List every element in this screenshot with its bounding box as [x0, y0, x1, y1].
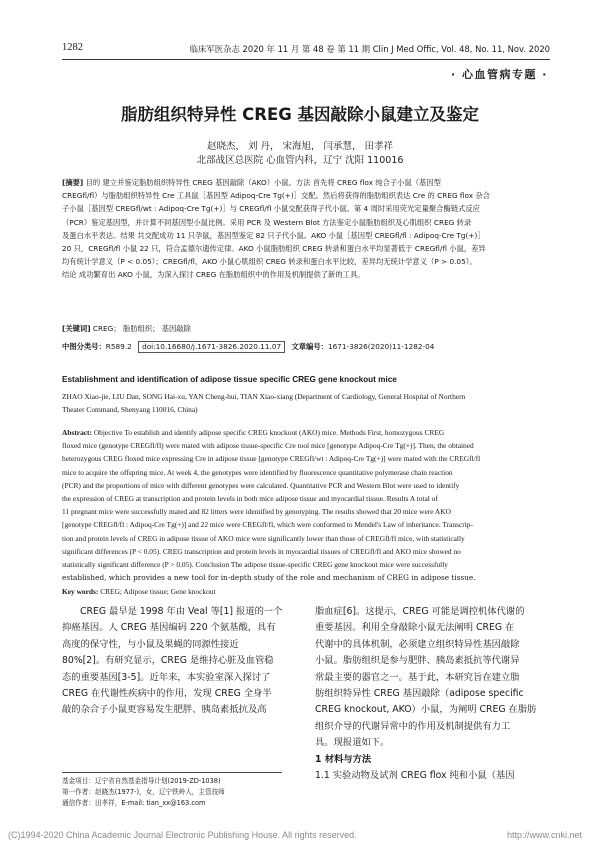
footnote-line: 通信作者：田孝祥，E-mail: tian_xx@163.com: [62, 799, 206, 807]
abstract-cn-line: 结论 成功繁育出 AKO 小鼠，为深入探讨 CREG 在脂肪组织中的作用及机制提供了新的工具。: [62, 270, 365, 280]
abstract-en-last: [62, 571, 550, 584]
body-line: 重要基因。利用全身敲除小鼠无法阐明 CREG 在: [315, 622, 515, 634]
body-column-right: [315, 604, 547, 784]
body-line: 敲的杂合子小鼠更容易发生肥胖、胰岛素抵抗及高: [62, 704, 267, 716]
body-line: CREG 最早是 1998 年由 Veal 等[1] 报道的一个: [80, 606, 283, 617]
authors-cn: 赵晓杰， 刘 丹， 宋海旭， 闫承慧， 田孝祥: [206, 141, 394, 152]
footnote-line: 基金项目：辽宁省自然基金指导计划(2019-ZD-1038): [62, 777, 221, 785]
abstract-en-line: Abstract: Objective To establish and identify adipose specific CREG knockout (AKO) mice. Methods First, homozygous CREG: [62, 428, 445, 437]
copyright-watermark: (C)1994-2020 China Academic Journal Electronic Publishing House. All rights reserved.: [8, 830, 357, 840]
footnote-line: 第一作者：赵晓杰(1977-)，女，辽宁铁岭人，主管技师: [62, 788, 225, 796]
keywords-cn-text: CREG； 脂肪组织； 基因敲除: [92, 324, 191, 333]
body-line: 抑癌基因。人 CREG 基因编码 220 个氨基酸，具有: [62, 622, 276, 634]
abstract-en-line: established, which provides a new tool for in-depth study of the role and mechanism of CREG in adipose tissue.: [62, 573, 476, 582]
classification-line: [62, 340, 550, 353]
section-heading: 1 材料与方法: [315, 753, 372, 765]
body-line: 肪组织特异性 CREG 基因敲除（adipose specific: [315, 688, 524, 700]
affiliation-cn: 北部战区总医院 心血管内科，辽宁 沈阳 110016: [196, 155, 404, 166]
body-line: 脂血症[6]。这提示，CREG 可能是调控机体代谢的: [315, 606, 525, 617]
abstract-en: [62, 426, 550, 571]
body-line: 高度的保守性，与小鼠及果蝇的同源性接近: [62, 638, 239, 650]
body-line: CREG 在代谢性疾病中的作用，发现 CREG 全身半: [62, 688, 272, 700]
abstract-en-line: [genotype CREGfl/fl : Adipoq-Cre Tg(+)] and 22 mice were CREGfl/fl, which were conformed to Mendel's Law of inheritance. Transcrip-: [62, 520, 473, 530]
body-line: 80%[2]。有研究显示，CREG 是维持心脏及血管稳: [62, 655, 274, 667]
abstract-en-label: Abstract:: [62, 428, 92, 437]
abstract-en-line: heterozygous CREG floxed mice expressing Cre in adipose tissue [genotype CREGfl/wt : Adipoq-Cre Tg(+)] were mated with the CREGfl/fl: [62, 454, 481, 464]
keywords-en: [62, 585, 550, 598]
abstract-cn-line: （PCR）鉴定基因型，并计算不同基因型小鼠比例。采用 PCR 及 Western Blot 方法鉴定小鼠脂肪组织及心肌组织 CREG 转录: [62, 217, 472, 227]
abstract-cn-line: 20 只，CREGfl/fl 小鼠 22 只，符合孟德尔遗传定律。AKO 小鼠脂肪组织 CREG 转录和蛋白水平均显著低于 CREGfl/fl 小鼠，差异: [62, 244, 486, 254]
body-line: 组织介导的代谢异常中的作用及机制提供有力工: [315, 720, 511, 732]
abstract-en-line: significant differences (P < 0.05). CREG transcription and protein levels in myocardial tissues of CREGfl/fl and AKO mice showed no: [62, 546, 461, 556]
body-line: 小鼠。脂肪组织是参与肥胖、胰岛素抵抗等代谢异: [315, 655, 520, 667]
article-number-value: 1671-3826(2020)11-1282-04: [327, 342, 435, 351]
article-title-en: Establishment and identification of adipose tissue specific CREG gene knockout mice: [62, 375, 397, 384]
keywords-en-text: CREG; Adipose tissue; Gene knockout: [100, 587, 216, 596]
abstract-en-line: statistically significant difference (P > 0.05). Conclusion The adipose tissue-specific CREG gene knockout mice were successfully: [62, 560, 448, 570]
abstract-en-line: floxed mice (genotype CREGfl/fl) were mated with adipose tissue-specific Cre tool mice [genotype Adipoq-Cre Tg(+)]. Then, the obtained: [62, 441, 474, 451]
subsection-heading: 1.1 实验动物及试剂 CREG flox 纯和小鼠（基因: [315, 770, 515, 782]
abstract-cn-line: 及蛋白水平表达。结果 共交配成功 11 只孕鼠，基因型鉴定 82 只子代小鼠。AKO 小鼠［基因型 CREGfl/fl : Adipoq-Cre Tg(+)］: [62, 230, 485, 240]
body-line: 具。现报道如下。: [315, 737, 390, 749]
article-title-cn: 脂肪组织特异性 CREG 基因敲除小鼠建立及鉴定: [120, 105, 480, 124]
abstract-cn-label: [摘要]: [62, 178, 84, 187]
journal-citation-line: 临床军医杂志 2020 年 11 月 第 48 卷 第 11 期 Clin J Med Offic, Vol. 48, No. 11, Nov. 2020: [189, 44, 550, 54]
clc-value: R589.2: [105, 342, 132, 351]
keywords-cn-label: [关键词]: [62, 324, 91, 333]
abstract-cn-line: 子小鼠［基因型 CREGfl/wt : Adipoq-Cre Tg(+)］与 CREGfl/fl 小鼠交配获得子代小鼠。第 4 周时采用荧光定量聚合酶链式反应: [62, 204, 480, 214]
abstract-en-line: 11 pregnant mice were successfully mated and 82 litters were identified by genotyping. The results showed that 20 mice were AKO: [62, 507, 451, 517]
doi-box[interactable]: doi:10.16680/j.1671-3826.2020.11.07: [138, 341, 285, 353]
abstract-en-line: the expression of CREG at transcription and protein levels in both mice adipose tissue and myocardial tissue. Results A total of: [62, 494, 438, 504]
article-number-label: 文章编号：: [291, 342, 328, 351]
abstract-cn-line: CREGfl/fl）与脂肪组织特异性 Cre 工具鼠［基因型 Adipoq-Cre Tg(+)］交配。然后将获得的脂肪组织表达 Cre 的 CREG flox 杂合: [62, 191, 490, 201]
abstract-en-line: (PCR) and the proportions of mice with different genotypes were calculated. Quantitative PCR and Western Blot were used to identify: [62, 480, 460, 490]
body-column-left: [62, 604, 294, 719]
running-header: [62, 40, 550, 60]
body-line: CREG knockout, AKO）小鼠，为阐明 CREG 在脂肪: [315, 704, 537, 716]
column-tag: · 心血管病专题 ·: [450, 68, 548, 81]
abstract-cn-line: 均有统计学意义（P < 0.05）；CREGfl/fl、AKO 小鼠心肌组织 CREG 转录和蛋白水平比较，差异均无统计学意义（P > 0.05）。: [62, 257, 477, 267]
abstract-en-line: tion and protein levels of CREG in adipose tissue of AKO mice were significantly lower than those of CREGfl/fl mice, with statistically: [62, 533, 465, 543]
authors-en: [62, 390, 550, 416]
body-line: 代谢中的具体机制，必须建立组织特异性基因敲除: [315, 638, 520, 650]
abstract-cn-line: [摘要] 目的 建立并鉴定脂肪组织特异性 CREG 基因敲除（AKO）小鼠。方法 首先将 CREG flox 纯合子小鼠（基因型: [62, 178, 441, 187]
cnki-link[interactable]: http://www.cnki.net: [506, 830, 582, 840]
abstract-cn: [62, 176, 550, 282]
footnote: [62, 772, 282, 809]
keywords-en-label: Key words:: [62, 587, 99, 596]
body-line: 态的重要基因[3-5]。近年来，本实验室深入探讨了: [62, 671, 271, 683]
abstract-en-line: mice to acquire the offspring mice. At week 4, the genotypes were identified by fluorescence quantitative polymerase chain reaction: [62, 467, 453, 477]
authors-en-line: Theater Command, Shenyang 110016, China): [62, 405, 198, 415]
keywords-cn: [62, 322, 550, 335]
body-line: 常最主要的器官之一。基于此，本研究旨在建立脂: [315, 671, 520, 683]
page-number: 1282: [62, 42, 83, 53]
authors-en-line: ZHAO Xiao-jie, LIU Dan, SONG Hai-xu, YAN Cheng-hui, TIAN Xiao-xiang (Department of Cardiology, General Hospital of Northern: [62, 392, 466, 401]
clc-label: 中图分类号：: [62, 342, 106, 351]
